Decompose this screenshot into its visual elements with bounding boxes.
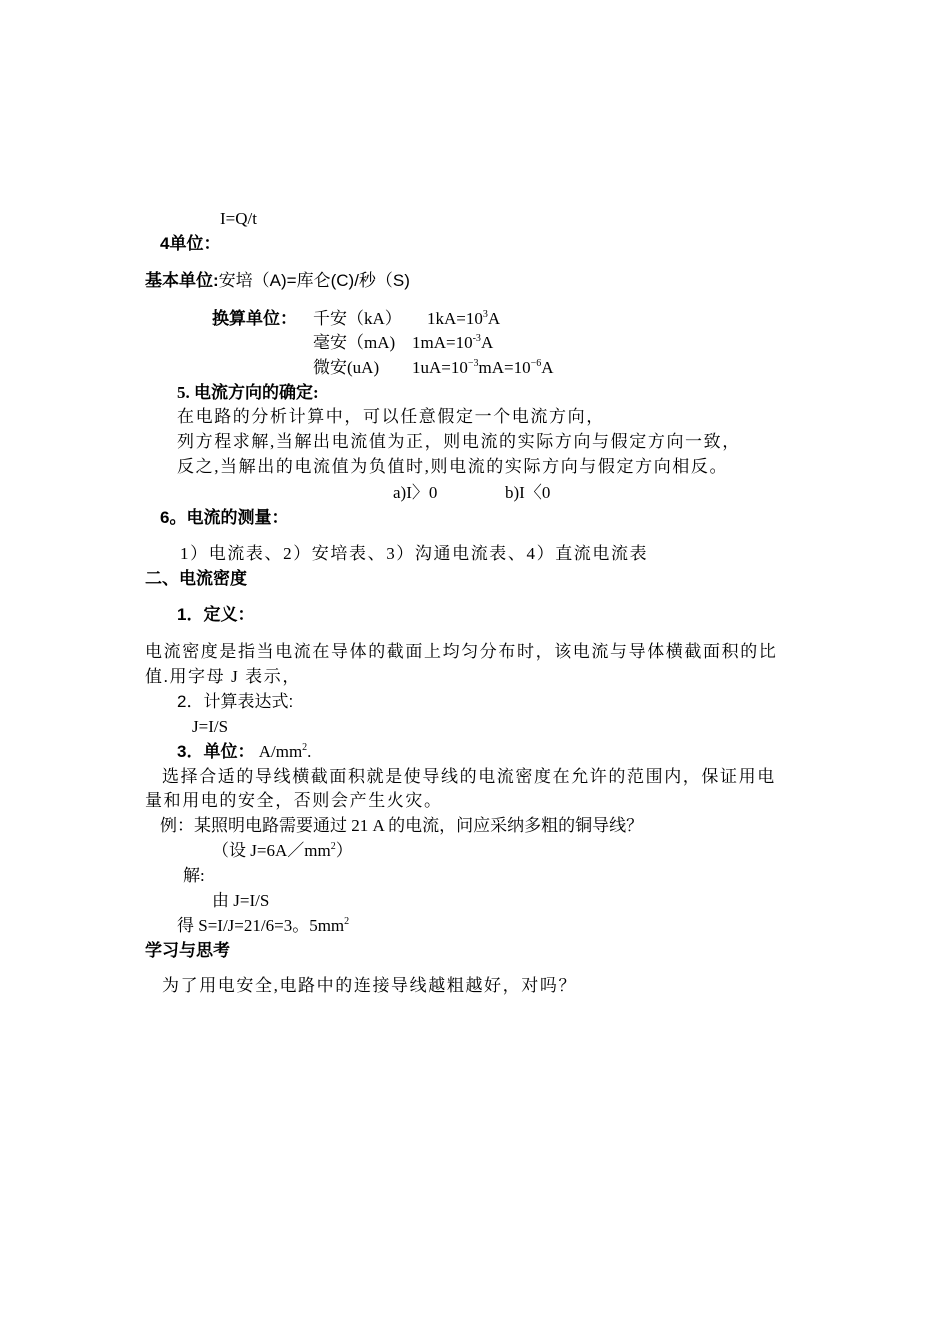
microamp-name: 微安(uA) bbox=[313, 358, 380, 377]
direction-line-3: 反之,当解出的电流值为负值时,则电流的实际方向与假定方向相反。 bbox=[177, 457, 729, 476]
example-assumption: （设 $J=6A/mm^2$） bbox=[212, 841, 353, 860]
solution-step-1: 由 J=I/S bbox=[212, 891, 270, 910]
current-formula: I=Q/t bbox=[220, 209, 257, 228]
direction-heading: 5. 电流方向的确定: bbox=[177, 383, 319, 402]
basic-unit-label: 基本单位: bbox=[145, 271, 219, 290]
kiloamp-name: 千安（kA） bbox=[313, 309, 402, 328]
density-paragraph-line-1: 选择合适的导线横截面积就是使导线的电流密度在允许的范围内，保证用电 bbox=[162, 767, 776, 786]
direction-case-a: a)I〉0 bbox=[393, 483, 438, 502]
basic-unit-line bbox=[145, 270, 410, 292]
direction-line-2: 列方程求解,当解出电流值为正，则电流的实际方向与假定方向一致， bbox=[177, 432, 741, 451]
solution-label: 解: bbox=[183, 866, 205, 885]
example-question: 例：某照明电路需要通过 21 A 的电流，问应采纳多粗的铜导线？ bbox=[160, 816, 644, 835]
density-unit-line bbox=[177, 741, 311, 763]
density-heading: 二、电流密度 bbox=[145, 569, 247, 588]
density-expression: J=I/S bbox=[192, 717, 229, 736]
solution-step-2: 得 S=I/J=21/6=3。$5mm^2$ bbox=[177, 916, 350, 935]
direction-case-b: b)I〈0 bbox=[505, 483, 551, 502]
basic-unit-value: 安培（A)=库仑(C)/秒（S) bbox=[218, 271, 410, 290]
conversion-label: 换算单位： bbox=[212, 309, 297, 328]
milliamp-conversion: $1mA=10^{-3}A$ bbox=[412, 333, 494, 352]
expression-heading: 2．计算表达式: bbox=[177, 692, 294, 711]
measurement-items: 1）电流表、2）安培表、3）沟通电流表、4）直流电流表 bbox=[180, 544, 649, 563]
density-paragraph-line-2: 量和用电的安全，否则会产生火灾。 bbox=[145, 791, 443, 810]
kiloamp-conversion: $1kA=10^3A$ bbox=[427, 309, 501, 328]
reflection-heading: 学习与思考 bbox=[145, 941, 230, 960]
definition-heading: 1．定义： bbox=[177, 605, 255, 624]
definition-line-1: 电流密度是指当电流在导体的截面上均匀分布时，该电流与导体横截面积的比 bbox=[145, 642, 778, 661]
reflection-question: 为了用电安全,电路中的连接导线越粗越好，对吗？ bbox=[162, 976, 578, 995]
density-unit-value: $A/mm^2$. bbox=[254, 742, 312, 761]
direction-line-1: 在电路的分析计算中，可以任意假定一个电流方向， bbox=[177, 407, 605, 426]
density-unit-heading: 3．单位： bbox=[177, 742, 255, 761]
milliamp-name: 毫安（mA) bbox=[313, 333, 396, 352]
definition-line-2: 值.用字母 J 表示， bbox=[145, 667, 301, 686]
unit-heading: 4单位： bbox=[160, 234, 221, 253]
measurement-heading: 6。电流的测量： bbox=[160, 508, 289, 527]
microamp-conversion: $1uA=10^{-3}mA=10^{-6}A$ bbox=[412, 358, 554, 377]
